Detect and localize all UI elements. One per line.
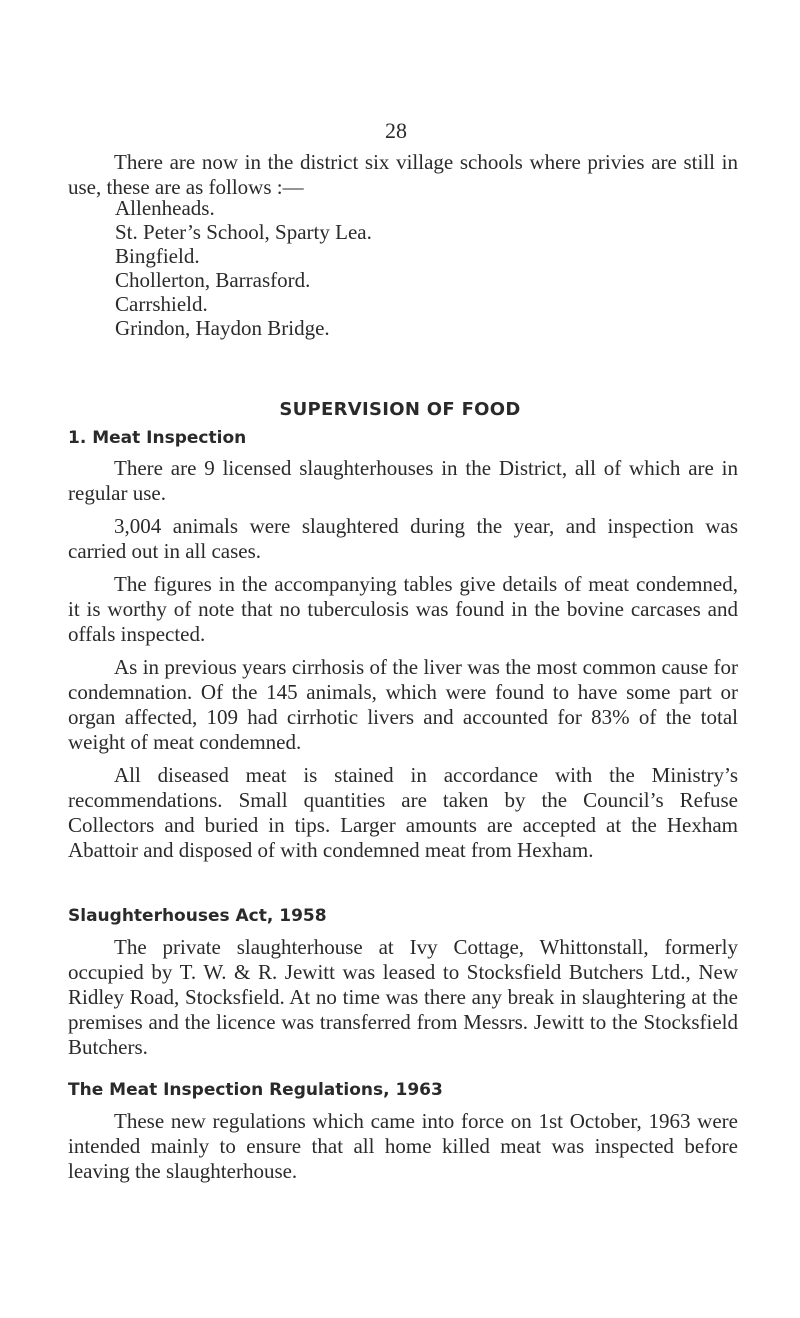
regulations-heading: The Meat Inspection Regulations, 1963 — [68, 1080, 443, 1100]
slaughterhouses-act-heading: Slaughterhouses Act, 1958 — [68, 906, 327, 926]
meat-paragraphs — [68, 456, 738, 863]
slaughterhouses-block — [68, 935, 738, 1060]
list-item: Chollerton, Barrasford. — [115, 268, 311, 292]
intro-block — [68, 150, 738, 200]
section-heading: SUPERVISION OF FOOD — [279, 399, 521, 420]
school-list — [115, 196, 372, 340]
page-number: 28 — [385, 118, 407, 143]
list-item: Bingfield. — [115, 244, 200, 268]
paragraph: These new regulations which came into force on 1st October, 1963 were intended mainly to ensure that all home killed meat was inspected before leaving the slaughterhouse. — [68, 1109, 738, 1183]
list-item: Grindon, Haydon Bridge. — [115, 316, 330, 340]
paragraph: There are 9 licensed slaughterhouses in the District, all of which are in regular use. — [68, 456, 738, 505]
paragraph: The private slaughterhouse at Ivy Cottage, Whittonstall, formerly occupied by T. W. & R. Jewitt was leased to Stocksfield Butchers Ltd., New Ridley Road, Stocksfield. At no time was there any break in slaughtering at the premises and the licence was transferred from Messrs. Jewitt to the Stocksfield Butchers. — [68, 935, 738, 1059]
regulations-block — [68, 1109, 738, 1184]
paragraph: All diseased meat is stained in accordance with the Ministry’s recommendations. Small quantities are taken by the Council’s Refuse Collectors and buried in tips. Larger amounts are accepted at the Hexham Abattoir and disposed of with condemned meat from Hexham. — [68, 763, 738, 862]
paragraph: 3,004 animals were slaughtered during the year, and inspection was carried out in all cases. — [68, 514, 738, 563]
list-item: Carrshield. — [115, 292, 208, 316]
paragraph: As in previous years cirrhosis of the liver was the most common cause for condemnation. Of the 145 animals, which were found to have some part or organ affected, 109 had cirrhotic livers and accounted for 83% of the total weight of meat condemned. — [68, 655, 738, 754]
intro-paragraph: There are now in the district six village schools where privies are still in use, these are as follows :— — [68, 150, 738, 199]
paragraph: The figures in the accompanying tables give details of meat condemned, it is worthy of note that no tuberculosis was found in the bovine carcases and offals inspected. — [68, 572, 738, 646]
list-item: St. Peter’s School, Sparty Lea. — [115, 220, 372, 244]
meat-inspection-heading: 1. Meat Inspection — [68, 428, 247, 448]
list-item: Allenheads. — [115, 196, 215, 220]
